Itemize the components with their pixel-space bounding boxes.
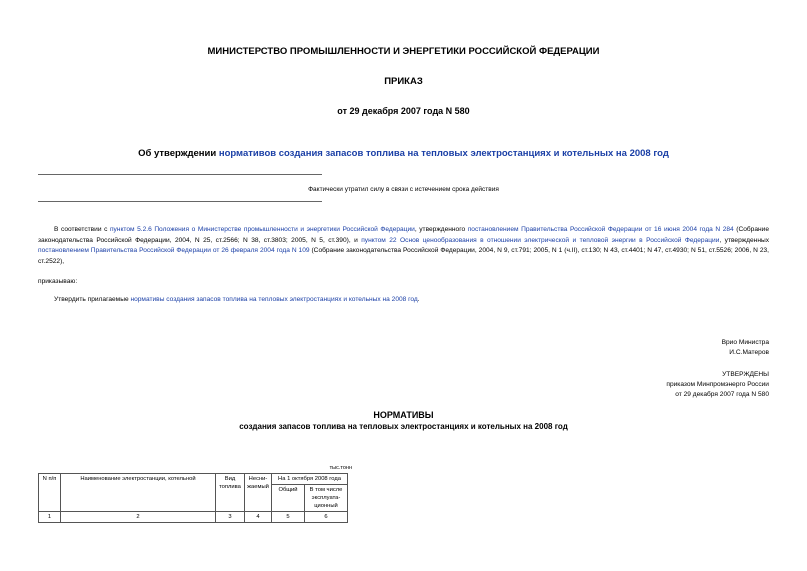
link-pricing-basics-point[interactable]: пунктом 22 Основ ценообразования в отношении электрической и тепловой энергии в Российской Федерации bbox=[361, 236, 720, 244]
norms-title: НОРМАТИВЫ bbox=[373, 410, 434, 420]
approve-paragraph bbox=[54, 296, 420, 303]
col-num-2: 2 bbox=[61, 512, 216, 523]
signature-name: И.С.Матеров bbox=[729, 349, 769, 356]
table-header-row bbox=[39, 474, 348, 485]
order-title bbox=[0, 148, 807, 159]
status-note: Фактически утратил силу в связи с истечением срока действия bbox=[308, 186, 499, 193]
approve-end: . bbox=[417, 296, 420, 303]
link-government-decree-284[interactable]: постановлением Правительства Российской Федерации от 16 июня 2004 года N 284 bbox=[467, 226, 734, 233]
preamble-text-3: (Собрание законодательства Российской Федерации, 2004, N 25, ст.2566; N 38, ст.3803; 2005, N 5, ст.390), и bbox=[38, 226, 769, 244]
units-label: тыс.тонн bbox=[329, 465, 352, 471]
approved-line-1: УТВЕРЖДЕНЫ bbox=[722, 371, 769, 378]
order-title-link[interactable]: нормативов создания запасов топлива на тепловых электростанциях и котельных на 2008 год bbox=[218, 148, 669, 159]
preamble-text-5: (Собрание законодательства Российской Федерации, 2004, N 9, ст.791; 2005, N 1 (ч.II), ст.130; N 43, ст.4401; N 47, ст.4930; N 51, ст.5526; 2006, N 23, ст.2522), bbox=[38, 247, 769, 265]
link-regulation-point[interactable]: пунктом 5.2.6 Положения о Министерстве промышленности и энергетики Российской Федерации bbox=[109, 226, 415, 233]
header-num: N п/п bbox=[39, 474, 61, 512]
preamble-text-1: В соответствии с bbox=[54, 226, 110, 233]
divider-top bbox=[38, 174, 322, 175]
col-num-3: 3 bbox=[216, 512, 245, 523]
approved-line-2: приказом Минпромэнерго России bbox=[666, 381, 769, 388]
link-norms[interactable]: нормативы создания запасов топлива на тепловых электростанциях и котельных на 2008 год bbox=[130, 296, 418, 303]
col-num-1: 1 bbox=[39, 512, 61, 523]
header-total: Общий bbox=[272, 485, 305, 512]
preamble-text-2: , утвержденного bbox=[414, 226, 468, 233]
signature-position: Врио Министра bbox=[721, 339, 769, 346]
doc-type-heading: ПРИКАЗ bbox=[384, 76, 423, 87]
col-num-5: 5 bbox=[272, 512, 305, 523]
approved-line-3: от 29 декабря 2007 года N 580 bbox=[675, 391, 769, 398]
link-government-decree-109[interactable]: постановлением Правительства Российской Федерации от 26 февраля 2004 года N 109 bbox=[38, 247, 310, 254]
signature-block bbox=[722, 338, 769, 358]
header-min: Несни- жаемый bbox=[245, 474, 272, 512]
approve-text: Утвердить прилагаемые bbox=[54, 296, 131, 303]
norms-subtitle: создания запасов топлива на тепловых электростанциях и котельных на 2008 год bbox=[239, 422, 568, 431]
col-num-6: 6 bbox=[305, 512, 348, 523]
order-title-prefix: Об утверждении bbox=[138, 148, 219, 159]
preamble-text-4: , утвержденных bbox=[719, 236, 769, 244]
table-row bbox=[39, 512, 348, 523]
divider-bottom bbox=[38, 201, 322, 202]
preamble-paragraph bbox=[38, 225, 769, 267]
col-num-4: 4 bbox=[245, 512, 272, 523]
order-word: приказываю: bbox=[38, 278, 78, 285]
header-fuel: Вид топлива bbox=[216, 474, 245, 512]
norms-table bbox=[38, 473, 348, 523]
header-incl: В том числе эксплуата- ционный bbox=[305, 485, 348, 512]
date-number: от 29 декабря 2007 года N 580 bbox=[337, 106, 470, 116]
approved-block bbox=[666, 370, 769, 400]
header-name: Наименование электростанции, котельной bbox=[61, 474, 216, 512]
ministry-heading: МИНИСТЕРСТВО ПРОМЫШЛЕННОСТИ И ЭНЕРГЕТИКИ РОССИЙСКОЙ ФЕДЕРАЦИИ bbox=[207, 46, 600, 57]
header-october: На 1 октября 2008 года bbox=[272, 474, 348, 485]
